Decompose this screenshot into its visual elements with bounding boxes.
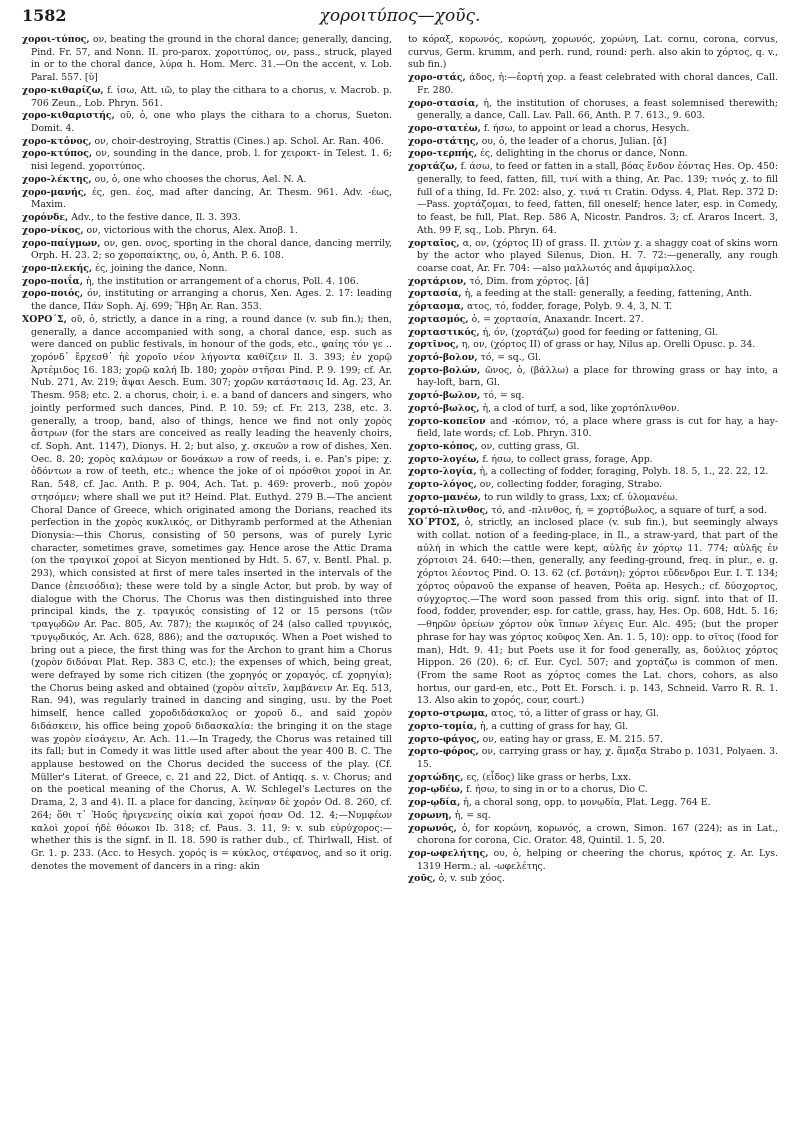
entry-body: Adv., to the festive dance, Il. 3. 393.: [71, 212, 241, 224]
entry-body: ὁ, v. sub χόος.: [438, 873, 505, 885]
dictionary-entry: [408, 327, 778, 340]
entry-headword: χορωνη,: [408, 809, 452, 821]
dictionary-entry: [408, 288, 778, 301]
entry-headword: χορτο-λογέω,: [408, 453, 480, 465]
entry-headword: χορο-ποιΐα,: [22, 275, 83, 287]
entry-headword: χορτασία,: [408, 288, 462, 300]
dictionary-entry: [408, 505, 778, 518]
entry-headword: χορτο-φόρος,: [408, 746, 479, 758]
dictionary-entry: [408, 441, 778, 454]
entry-headword: χορτό-πλινθος,: [408, 504, 489, 516]
entry-headword: χορο-στασία,: [408, 97, 479, 109]
entry-body: ή, όν, (χορτάζω) good for feeding or fattening, Gl.: [482, 326, 719, 338]
entry-body: α, ον, (χόρτος II) of grass. II. χιτὼν χ. a shaggy coat of skins worn by the actor who played Silenus, Dion. H. 7. 72:—generally, any rough coarse coat, Ar. Fr. 704: —also μαλλωτός and ἀμφίμαλλος.: [417, 237, 778, 274]
entry-headword: χορο-κιθαρίζω,: [22, 84, 104, 96]
running-head: χοροιτύπος—χοῦς.: [319, 6, 481, 26]
entry-body: τό, = sq.: [483, 390, 525, 402]
entry-body: f. ήσω, to collect grass, forage, App.: [482, 453, 653, 465]
entry-headword: χορτο-στρωμα,: [408, 708, 489, 720]
entry-headword: ΧΟ´ΡΤΟΣ,: [408, 517, 460, 529]
dictionary-entry: [408, 734, 778, 747]
dictionary-entry: [408, 721, 778, 734]
dictionary-entry: [408, 161, 778, 237]
entry-headword: χορόνδε,: [22, 212, 69, 224]
entry-body: ὁ, strictly, an inclosed place (v. sub fin.), but seemingly always with collat. notion of a feeding-place, in Il., a straw-yard, that part of the αὐλή in which the cattle were kept, αὐλῆς ἐν χόρτῳ 11. 774; αὐλῆς ἐν χόρτοισι 24. 640:—then, generally, any feeding-ground, freq. in plur., e. g. χόρτοι λέοντος Pind. O. 13. 62 (cf. βοτάνη); χόρτοι εὔδενδροι Eur. I. T. 134; χόρτος οὐρανοῦ the expanse of heaven, Poëta ap. Hesych.; cf. δύσχορτος, σύγχορτος.—The word soon passed from this orig. signf. into that of II. food, fodder, provender, esp. for cattle, grass, hay, Hes. Op. 608, Hdt. 5. 16;—θηρῶν ὀρείων χόρτον οὐκ ἵππων λέγεις Eur. Alc. 495; (but the proper phrase for hay was χόρτος κοῦφος Xen. An. 1. 5, 10): opp. to σῖτος (food for man), Hdt. 9. 41; but Poets use it for food generally, as, δούλιος χόρτος Hippon. 26 (20). 6; cf. Eur. Cycl. 507; and χορτάζω is common of men. (From the same Root as χόρτος comes the Lat. chors, cohors, as also hortus, our gard-en, etc., Pott Et. Forsch. i. p. 143, Schneid. Varro R. R. 1. 13. Also akin to χορός, cour, court.): [417, 517, 778, 707]
entry-headword: χορο-ποιός,: [22, 288, 84, 300]
entry-headword: χορ-ῳδέω,: [408, 784, 464, 796]
entry-body: ες, (εἶδος) like grass or herbs, Lxx.: [466, 771, 632, 783]
entry-headword: χορο-κτύπος,: [22, 148, 93, 160]
entry-body: ον, beating the ground in the choral dance; generally, dancing, Pind. Fr. 57, and Nonn. II. pro-parox. χοροιτύπος, ον, pass., struck, played in or to the choral dance, λύρα h. Hom. Merc. 31.—On the accent, v. Lob. Paral. 557. [ῠ]: [31, 34, 392, 84]
entry-headword: χόρτασμα,: [408, 301, 464, 313]
entry-body: ον, eating hay or grass, E. M. 215. 57.: [482, 733, 664, 745]
entry-body: ἡ, = sq.: [454, 809, 491, 821]
entry-headword: χορτό-βωλον,: [408, 390, 481, 402]
entry-body: ατος, τό, fodder, forage, Polyb. 9. 4, 3, N. T.: [466, 301, 673, 313]
dictionary-entry: [22, 276, 392, 289]
entry-body: and -κόπιον, τό, a place where grass is cut for hay, a hay-field, late words; cf. Lob. Phryn. 310.: [417, 415, 778, 440]
entry-headword: χορο-μανής,: [22, 186, 87, 198]
entry-headword: χορο-κιθαριστής,: [22, 110, 115, 122]
dictionary-entry: [408, 301, 778, 314]
entry-headword: χορ-ῳδία,: [408, 797, 461, 809]
dictionary-entry: [22, 187, 392, 212]
entry-body: ου, ὁ, helping or cheering the chorus, κρότος χ. Ar. Lys. 1319 Herm.; al. -ωφελέτης.: [417, 848, 778, 872]
entry-body: ές, gen. έος, mad after dancing, Ar. Thesm. 961. Adv. -έως, Maxim.: [31, 186, 392, 211]
entry-body: ἡ, a collecting of fodder, foraging, Polyb. 18. 5, 1., 22. 22, 12.: [479, 466, 769, 478]
dictionary-entry: [408, 403, 778, 416]
entry-body: ου, ὁ, one who chooses the chorus, Ael. N. A.: [94, 173, 307, 185]
entry-headword: χορτασμός,: [408, 313, 469, 325]
dictionary-entry: [408, 848, 778, 873]
entry-body: ον, collecting fodder, foraging, Strabo.: [479, 479, 662, 491]
entry-headword: χορτῖνος,: [408, 339, 459, 351]
entry-headword: χορωνός,: [408, 822, 457, 834]
entry-headword: χορο-πλεκής,: [22, 262, 93, 274]
dictionary-entry: [408, 810, 778, 823]
dictionary-entry: [408, 772, 778, 785]
entry-headword: χορταστικός,: [408, 326, 480, 338]
entry-headword: χορτό-βωλος,: [408, 402, 480, 414]
entry-body: f. άσω, to feed or fatten in a stall, βόας ἔνδον ἐόντας Hes. Op. 450: generally, to feed, fatten, fill, τινί with a thing, Ar. Pac. 139; τινός χ. to fill full of a thing, Id. Fr. 202: also, χ. τινά τι Cratin. Odyss. 4, Plat. Rep. 372 D:—Pass. χορτάζομαι, to feed, fatten, fill oneself; hence later, esp. in Comedy, to feast, be full, Plat. Rep. 586 A, Nicostr. Pandros. 3; cf. Araros Incert. 3, Ath. 99 F, sq., Lob. Phryn. 64.: [417, 161, 778, 236]
dictionary-entry: [22, 238, 392, 263]
dictionary-entry: [408, 314, 778, 327]
entry-body: ές, delighting in the chorus or dance, Nonn.: [480, 148, 688, 160]
entry-headword: χορο-στάτης,: [408, 135, 479, 147]
dictionary-entry: [408, 238, 778, 276]
entry-body: η, ον, (χόρτος II) of grass or hay, Nilus ap. Orelli Opusc. p. 34.: [461, 339, 756, 351]
entry-body: ὁ, for κορώνη, κορωνός, a crown, Simon. 167 (224); as in Lat., chorona for corona, Cic. Orator. 48, Quintil. 1. 5, 20.: [417, 822, 778, 847]
entry-body: to run wildly to grass, Lxx; cf. ὑλομανέω.: [483, 491, 678, 503]
entry-body: ἡ, a cutting of grass for hay, Gl.: [479, 720, 629, 732]
entry-headword: χοῦς,: [408, 873, 436, 885]
dictionary-entry: [408, 823, 778, 848]
entry-body: ου, ὁ, the leader of a chorus, Julian. [ᾰ]: [481, 135, 667, 147]
entry-body: ον, cutting grass, Gl.: [480, 441, 580, 452]
entry-body: ον, gen. ονος, sporting in the choral dance, dancing merrily, Orph. H. 23. 2; so χοροπαίκτης, ου, ὁ, Anth. P. 6. 108.: [31, 237, 392, 262]
entry-body: ον, victorious with the chorus, Alex. Ἀποβ. 1.: [86, 224, 298, 236]
entry-body: άδος, ἡ:—ἑορτή χορ. a feast celebrated with choral dances, Call. Fr. 280.: [417, 72, 778, 96]
entry-body: ἡ, a feeding at the stall: generally, a feeding, fattening, Anth.: [464, 288, 753, 300]
entry-headword: χορτάριον,: [408, 275, 467, 287]
entry-body: τό, Dim. from χόρτος. [ᾰ]: [469, 275, 589, 287]
dictionary-entry: [408, 339, 778, 352]
entry-body: ον, carrying grass or hay, χ. ἅμαξα Strabo p. 1031, Polyaen. 3. 15.: [417, 746, 778, 770]
dictionary-entry: [22, 212, 392, 225]
dictionary-entry: [408, 492, 778, 505]
entry-headword: χορ-ωφελήτης,: [408, 848, 489, 859]
dictionary-entry: [408, 416, 778, 441]
dictionary-entry: [408, 746, 778, 771]
dictionary-entry: [22, 174, 392, 187]
entry-body: όν, instituting or arranging a chorus, Xen. Ages. 2. 17: leading the dance, Πάν Soph. Aj. 699; Ἥβη Ar. Ran. 353.: [31, 288, 392, 313]
entry-body: ὁ, = χορτασία, Anaxandr. Incert. 27.: [471, 313, 644, 325]
dictionary-entry: [408, 873, 778, 886]
entry-headword: χορο-στατέω,: [408, 123, 481, 135]
dictionary-entry: [22, 314, 392, 874]
entry-body: f. ήσω, to appoint or lead a chorus, Hesych.: [483, 123, 690, 135]
entry-body: ατος, τό, a litter of grass or hay, Gl.: [491, 708, 659, 720]
dictionary-entry: [408, 123, 778, 136]
dictionary-entry: [22, 85, 392, 110]
entry-body: ῶνος, ὁ, (βάλλω) a place for throwing grass or hay into, a hay-loft, barn, Gl.: [417, 364, 778, 389]
dictionary-entry: [408, 98, 778, 123]
dictionary-entry: [408, 708, 778, 721]
dictionary-entry: [408, 784, 778, 797]
entry-headword: χορτώδης,: [408, 771, 464, 783]
entry-headword: χορτο-κοπεῖον: [408, 415, 486, 427]
entry-headword: χορτο-λόγος,: [408, 479, 477, 491]
entry-body: ἡ, a choral song, opp. to μονῳδία, Plat. Legg. 764 E.: [463, 797, 711, 809]
entry-body: ἡ, the institution or arrangement of a chorus, Poll. 4. 106.: [85, 275, 359, 287]
dictionary-entry: [408, 365, 778, 390]
entry-headword: χορο-στάς,: [408, 72, 466, 84]
entry-body: οῦ, ὁ, strictly, a dance in a ring, a round dance (v. sub fin.); then, generally, a dance accompanied with song, a choral dance, esp. such as were danced on public festivals, in honour of the gods, etc., φαίης τόν γε .. χορόνδ᾽ ἔρχεσθ᾽ ἠὲ χοροῖο νέον λήγοντα καθίζειν Il. 3. 393; ἐν χορῷ Ἀρτέμιδος 16. 183; χορῷ καλή Ib. 180; χορὸν στῆσαι Pind. P. 9. 199; cf. Ar. Nub. 271, Av. 219; ἅψαι Aesch. Eum. 307; χορῶν κατάστασις Id. Ag. 23, Ar. Thesm. 958; etc. 2. a chorus, choir, i. e. a band of dancers and singers, who jointly performed such dances, Pind. P. 10. 59; cf. Fr. 213, 238, etc. 3. generally, a troop, band, also of things, hence we find not only χορὸς ἄστρων (for the stars are conceived as really leading the heavenly choirs, cf. Soph. Ant. 1147), Dionys. H. 2; but also, χ. σκευῶν a row of dishes, Xen. Oec. 8. 20; χορὸς καλάμων or δονάκων a row of reeds, i. e. Pan's pipe; χ. ὀδόντων a row of teeth, etc.; whence the joke of οἱ πρόσθιοι χοροί in Ar. Ran. 548, cf. Jac. Anth. P. p. 904, Ach. Tat. p. 469: proverb., ποῦ χορὸν στησόμεν; where shall we put it? Heind. Plat. Euthyd. 279 B.—The ancient Choral Dance of Greece, which originated among the Dorians, reached its perfection in the χορὸς κυκλικός, or Dithyramb performed at the Athenian Dionysia:—this Chorus, consisting of 50 persons, was of purely Lyric character, sometimes grave, sometimes gay. Hence arose the Attic Drama (on the τραγικοί χοροί at Sicyon mentioned by Hdt. 5. 67, v. Bentl. Phal. p. 293), which consisted at first of mere tales inserted in the intervals of the Dance (ἐπεισόδια); these were told by a single Actor, but prob. by way of dialogue with the Chorus. The Chorus was then distinguished into three principal kinds, the χ. τραγικός consisting of 12 or 15 persons (τῶν τραγῳδῶν Ar. Pac. 805, Av. 787); the κωμικός of 24 (also called τρυγικός, τρυγῳδικός, Ar. Ach. 628, 886); and the σατυρικός. When a Poet wished to bring out a piece, the first thing was for the Archon to grant him a Chorus (χορὸν διδόναι Plat. Rep. 383 C, etc.); the expenses of which, being great, were defrayed by some rich citizen (the χορηγός or χοραγός, cf. χορηγία); the Chorus being asked and obtained (χορὸν αἰτεῖν, λαμβάνειν Ar. Eq. 513, Ran. 94), was regularly trained in dancing and singing, usu. by the Poet himself, hence called χοροδιδάσκαλος or χοροῦ δ., and said χορὸν διδάσκειν, his office being χοροῦ διδασκαλία: the bringing it on the stage was χορὸν εἰσάγειν, Ar. Ach. 11.—In Tragedy, the Chorus was retained till its fall; but in Comedy it was little used after about the year 400 B. C. The applause bestowed on the Chorus decided the success of the play. (Cf. Müller's Literat. of Greece, c. 21 and 22, Dict. of Antiqq. s. v. Chorus; and on the poetical meaning of the Chorus, A. W. Schlegel's Lectures on the Drama, 2, 3 and 4). II. a place for dancing, λείηναν δὲ χορόν Od. 8. 260, cf. 264; ὅθι τ᾽ Ἠοῦς ἠριγενείης οἰκία καὶ χοροί ἠσαν Od. 12. 4;—Νυμφέων καλοὶ χοροί ἠδὲ θόωκοι Ib. 318; cf. Paus. 3. 11, 9: v. sub εὐρύχορος:—whether this is the signf. in Il. 18. 590 is rather dub., cf. Thirlwall, Hist. of Gr. 1. p. 233. (Acc. to Hesych. χορός is = κύκλος, στέφανος, and so it orig. denotes the movement of dancers in a ring: akin: [31, 313, 392, 872]
dictionary-entry: [408, 352, 778, 365]
entry-body: ον, sounding in the dance, prob. l. for χειροκτ- in Telest. 1. 6; nisi legend. χοροιτύπος.: [31, 148, 392, 173]
dictionary-entry: [408, 390, 778, 403]
entry-headword: χορο-κτόνος,: [22, 135, 92, 147]
page-number: 1582: [22, 6, 67, 25]
entry-headword: χορτάζω,: [408, 161, 458, 173]
entry-headword: χορταῖος,: [408, 237, 460, 249]
entry-body: ον, choir-destroying, Strattis (Cines.) ap. Schol. Ar. Ran. 406.: [94, 135, 384, 147]
entry-headword: χορο-νίκος,: [22, 224, 84, 236]
dictionary-entry: [408, 466, 778, 479]
entry-headword: χοροι-τύπος,: [22, 34, 90, 45]
entry-body: f. ίσω, Att. ιῶ, to play the cithara to a chorus, v. Macrob. p. 706 Zeun., Lob. Phryn. 561.: [31, 84, 392, 109]
entry-headword: χορτο-τομία,: [408, 720, 477, 732]
entry-body: f. ήσω, to sing in or to a chorus, Dio C.: [466, 784, 648, 796]
entry-body: to κόραξ, κορωνός, κορώνη, χορωνός, χορώνη, Lat. cornu, corona, corvus, curvus, Germ. krumm, and perh. rund, round: perh. also akin to χόρτος, q. v., sub fin.): [408, 34, 778, 71]
entry-headword: χορτο-μανέω,: [408, 491, 481, 503]
dictionary-entry: [408, 479, 778, 492]
entry-body: τό, and -πλινθος, ἡ, = χορτόβωλος, a square of turf, a sod.: [491, 504, 768, 516]
dictionary-entry: [22, 34, 392, 85]
dictionary-entry: [408, 148, 778, 161]
dictionary-entry: [408, 517, 778, 708]
entry-body: ἡ, the institution of choruses, a feast solemnised therewith; generally, a dance, Call. Lav. Pall. 66, Anth. P. 7. 613., 9. 603.: [417, 97, 778, 122]
dictionary-entry: [22, 148, 392, 173]
entry-body: τό, = sq., Gl.: [480, 351, 541, 363]
entry-headword: ΧΟΡΟ´Σ,: [22, 313, 67, 325]
dictionary-entry: [22, 263, 392, 276]
entry-body: οῦ, ὁ, one who plays the cithara to a chorus, Sueton. Domit. 4.: [31, 110, 392, 135]
dictionary-entry: [408, 72, 778, 97]
dictionary-entry: [22, 225, 392, 238]
page-header: [22, 6, 778, 26]
dictionary-entry: [22, 136, 392, 149]
entry-headword: χορτο-λογία,: [408, 466, 477, 478]
dictionary-entry: [408, 34, 778, 72]
dictionary-entry: [408, 136, 778, 149]
dictionary-entry: [22, 288, 392, 313]
left-column: [22, 34, 392, 1129]
entry-headword: χορτό-βολον,: [408, 351, 478, 363]
entry-headword: χορτο-κόπος,: [408, 441, 478, 452]
dictionary-entry: [408, 797, 778, 810]
right-column: [408, 34, 778, 1129]
entry-body: ἡ, a clod of turf, a sod, like χορτόπλινθον.: [482, 402, 680, 414]
entry-headword: χορο-παίγμων,: [22, 237, 101, 249]
dictionary-entry: [408, 276, 778, 289]
dictionary-entry: [408, 454, 778, 467]
entry-headword: χορο-τερπής,: [408, 148, 478, 160]
entry-headword: χορτο-βολών,: [408, 364, 481, 376]
entry-headword: χορτο-φάγος,: [408, 733, 480, 745]
entry-body: ές, joining the dance, Nonn.: [95, 262, 228, 274]
entry-headword: χορο-λέκτης,: [22, 173, 92, 185]
dictionary-entry: [22, 110, 392, 135]
